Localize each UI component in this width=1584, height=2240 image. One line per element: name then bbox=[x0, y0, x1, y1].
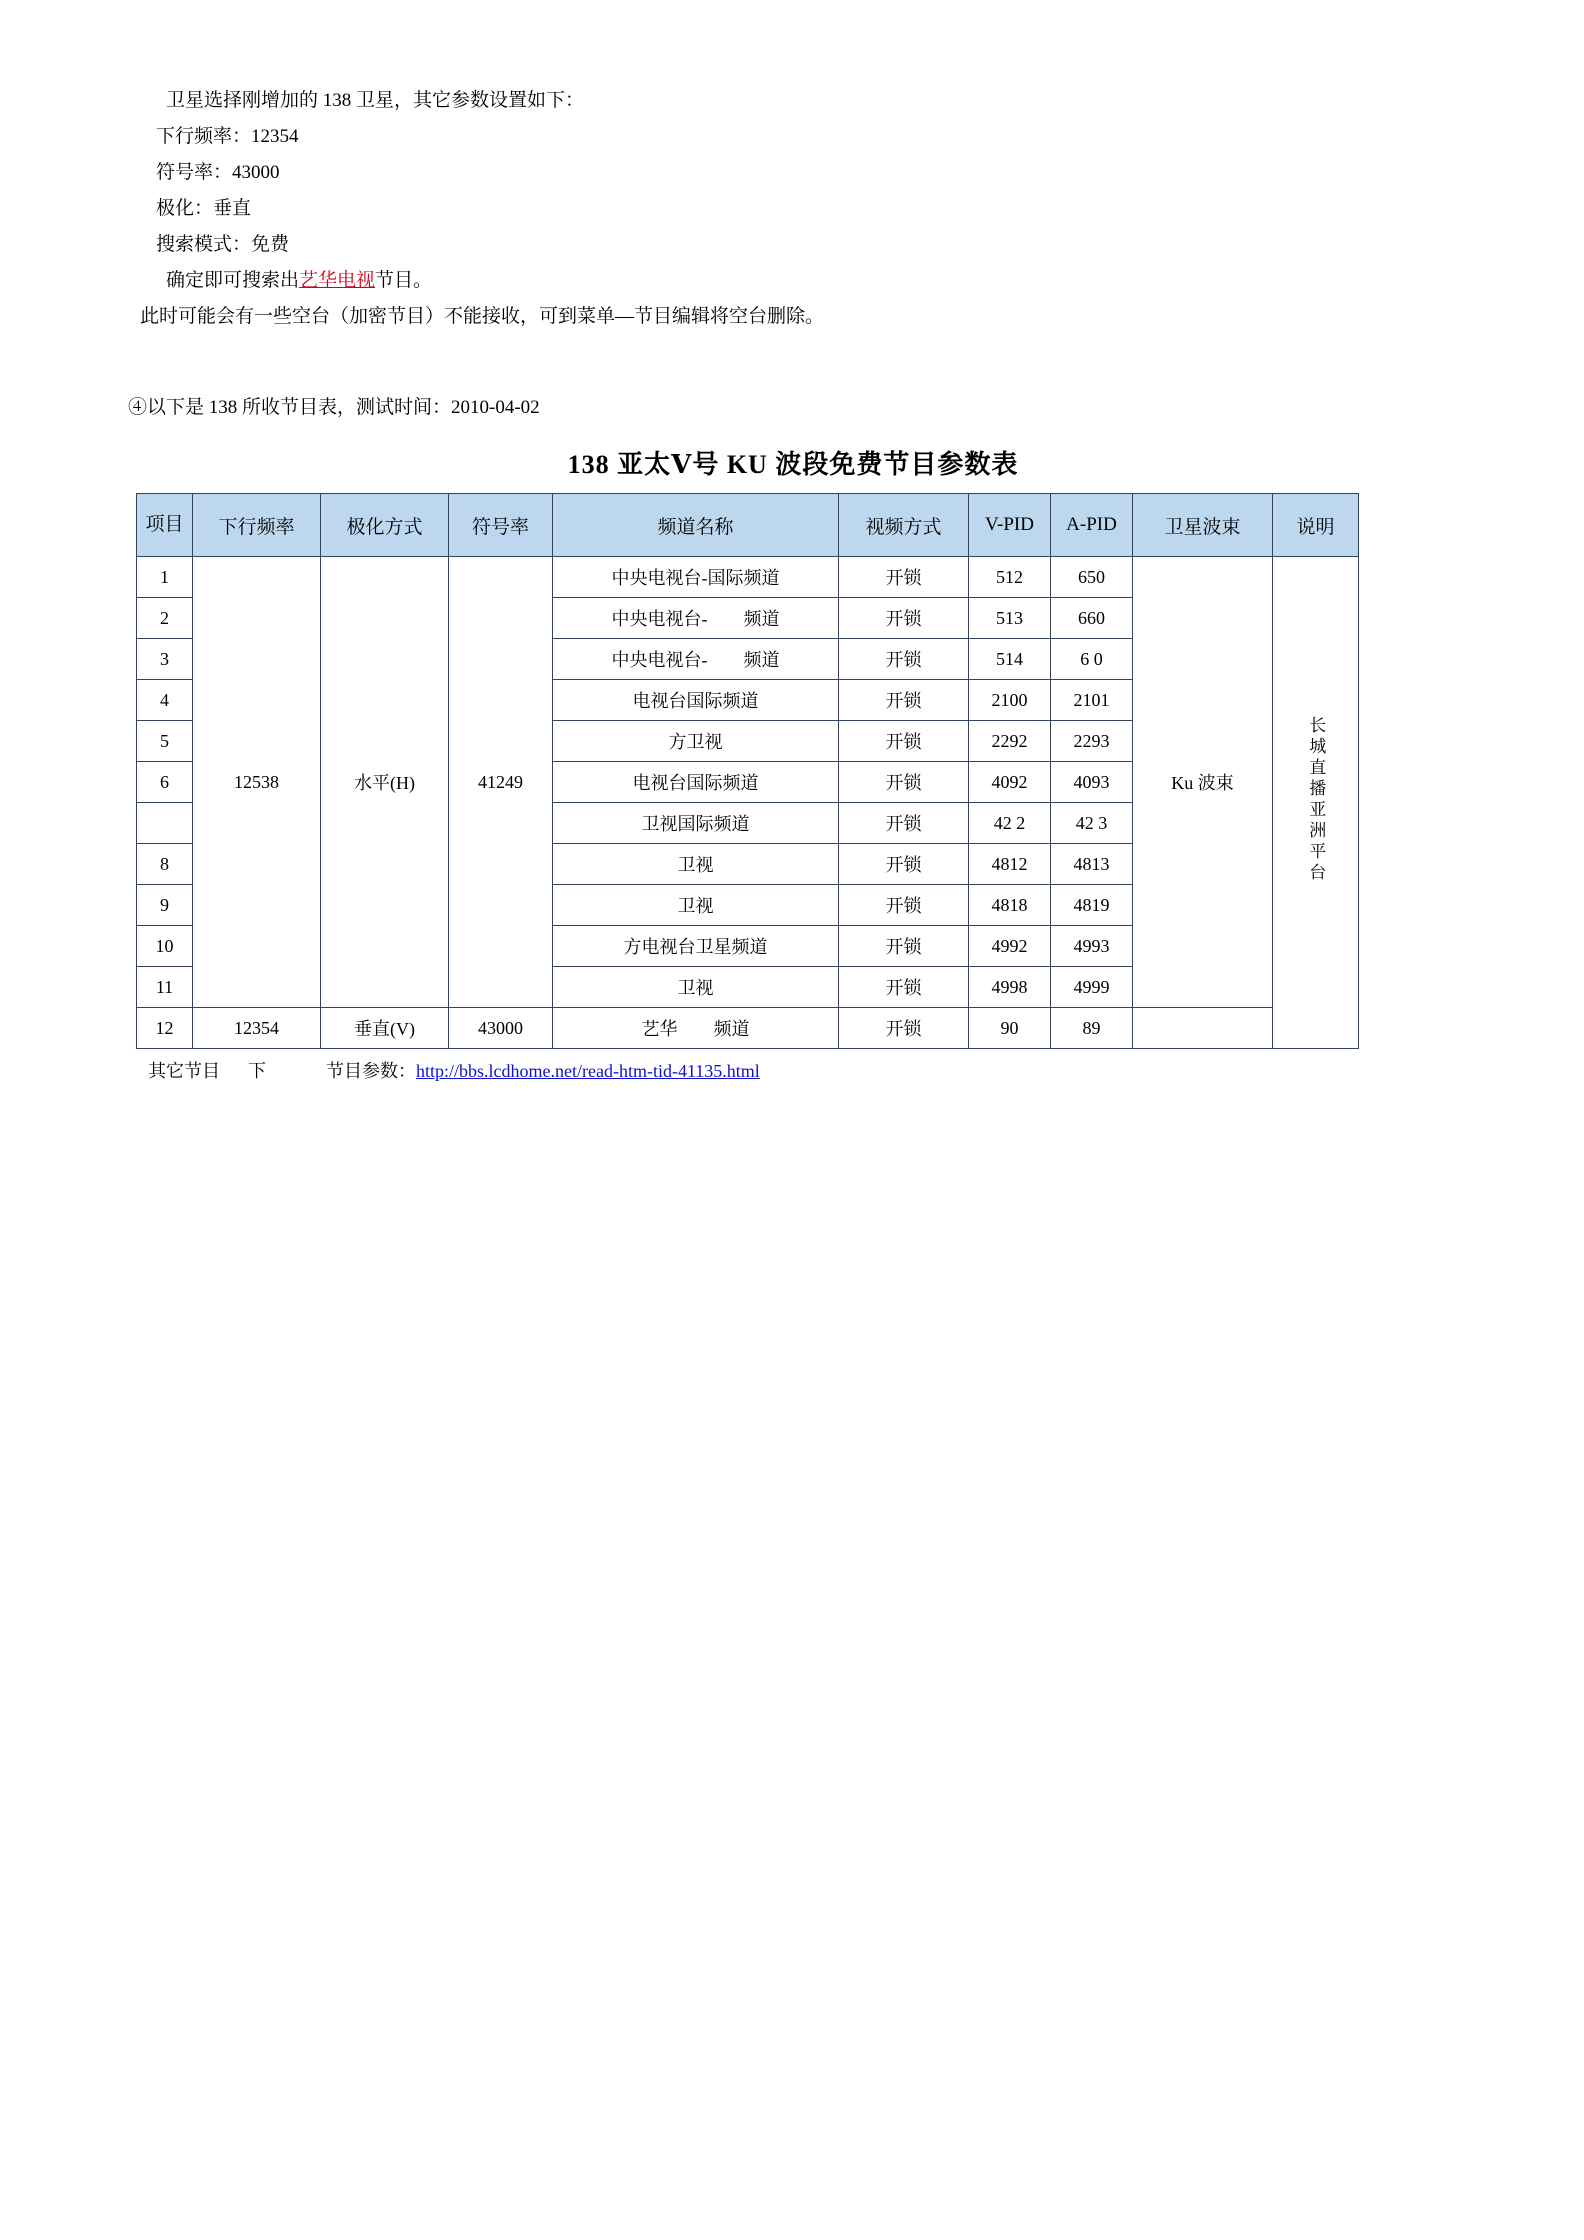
cell-apid: 89 bbox=[1051, 1008, 1133, 1049]
section-note: ④以下是 138 所收节目表，测试时间：2010-04-02 bbox=[128, 397, 540, 418]
cell-channel: 艺华 频道 bbox=[553, 1008, 839, 1049]
program-parameters-table bbox=[136, 493, 1359, 1049]
header-video-mode: 视频方式 bbox=[839, 494, 969, 557]
header-item: 项目 bbox=[137, 494, 193, 557]
cell-channel: 卫视 bbox=[553, 885, 839, 926]
cell-vpid: 90 bbox=[969, 1008, 1051, 1049]
intro-line-4: 极化：垂直 bbox=[156, 198, 252, 219]
intro-line-6 bbox=[128, 266, 1458, 296]
table-title: 138 亚太Ⅴ号 KU 波段免费节目参数表 bbox=[567, 450, 1019, 479]
cell-apid: 4819 bbox=[1051, 885, 1133, 926]
header-vpid: V-PID bbox=[969, 494, 1051, 557]
table-row-last bbox=[137, 1008, 1359, 1049]
intro-block bbox=[128, 86, 1458, 332]
intro-highlight-text: 艺华电视 bbox=[299, 270, 376, 291]
cell-apid: 2293 bbox=[1051, 721, 1133, 762]
cell-channel: 方卫视 bbox=[553, 721, 839, 762]
cell-beam: Ku 波束 bbox=[1133, 557, 1273, 1008]
header-beam: 卫星波束 bbox=[1133, 494, 1273, 557]
footer-line bbox=[128, 1057, 1458, 1085]
intro-line-5: 搜索模式：免费 bbox=[156, 234, 290, 255]
cell-apid: 4093 bbox=[1051, 762, 1133, 803]
cell-item bbox=[137, 803, 193, 844]
cell-video-mode: 开锁 bbox=[839, 885, 969, 926]
cell-channel: 卫视国际频道 bbox=[553, 803, 839, 844]
cell-item: 4 bbox=[137, 680, 193, 721]
cell-item: 12 bbox=[137, 1008, 193, 1049]
cell-vpid: 4818 bbox=[969, 885, 1051, 926]
cell-vpid: 2100 bbox=[969, 680, 1051, 721]
cell-channel: 方电视台卫星频道 bbox=[553, 926, 839, 967]
cell-note bbox=[1273, 557, 1359, 1049]
footer-other-programs: 其它节目 bbox=[148, 1061, 220, 1081]
cell-video-mode: 开锁 bbox=[839, 844, 969, 885]
cell-video-mode: 开锁 bbox=[839, 721, 969, 762]
cell-channel: 电视台国际频道 bbox=[553, 762, 839, 803]
intro-line-1: 卫星选择刚增加的 138 卫星，其它参数设置如下： bbox=[166, 90, 585, 111]
cell-apid: 660 bbox=[1051, 598, 1133, 639]
cell-item: 5 bbox=[137, 721, 193, 762]
cell-beam-empty bbox=[1133, 1008, 1273, 1049]
cell-symbol-rate: 43000 bbox=[449, 1008, 553, 1049]
cell-channel: 电视台国际频道 bbox=[553, 680, 839, 721]
cell-symbol-rate-group1: 41249 bbox=[449, 557, 553, 1008]
intro-line-2: 下行频率：12354 bbox=[156, 126, 299, 147]
document-content bbox=[128, 86, 1458, 1085]
cell-item: 1 bbox=[137, 557, 193, 598]
header-channel: 频道名称 bbox=[553, 494, 839, 557]
header-apid: A-PID bbox=[1051, 494, 1133, 557]
cell-item: 2 bbox=[137, 598, 193, 639]
cell-video-mode: 开锁 bbox=[839, 926, 969, 967]
cell-vpid: 42 2 bbox=[969, 803, 1051, 844]
intro-line-3: 符号率：43000 bbox=[156, 162, 280, 183]
cell-video-mode: 开锁 bbox=[839, 1008, 969, 1049]
cell-video-mode: 开锁 bbox=[839, 680, 969, 721]
cell-channel: 卫视 bbox=[553, 844, 839, 885]
cell-polarization-group1: 水平(H) bbox=[321, 557, 449, 1008]
table-header-row bbox=[137, 494, 1359, 557]
intro-line-7: 此时可能会有一些空台（加密节目）不能接收，可到菜单—节目编辑将空台删除。 bbox=[140, 306, 825, 327]
cell-downlink: 12354 bbox=[193, 1008, 321, 1049]
cell-apid: 4813 bbox=[1051, 844, 1133, 885]
program-params-link[interactable]: http://bbs.lcdhome.net/read-htm-tid-41135.html bbox=[416, 1061, 760, 1081]
cell-channel: 中央电视台-国际频道 bbox=[553, 557, 839, 598]
cell-apid: 2101 bbox=[1051, 680, 1133, 721]
cell-item: 6 bbox=[137, 762, 193, 803]
cell-apid: 4999 bbox=[1051, 967, 1133, 1008]
intro-line-6-prefix: 确定即可搜索出 bbox=[166, 270, 300, 291]
cell-channel: 中央电视台- 频道 bbox=[553, 639, 839, 680]
cell-apid: 6 0 bbox=[1051, 639, 1133, 680]
header-note: 说明 bbox=[1273, 494, 1359, 557]
cell-vpid: 514 bbox=[969, 639, 1051, 680]
cell-video-mode: 开锁 bbox=[839, 967, 969, 1008]
note-vertical-text: 长城直播亚洲平台 bbox=[1306, 716, 1326, 884]
cell-item: 9 bbox=[137, 885, 193, 926]
cell-vpid: 4812 bbox=[969, 844, 1051, 885]
cell-polarization: 垂直(V) bbox=[321, 1008, 449, 1049]
cell-apid: 42 3 bbox=[1051, 803, 1133, 844]
header-polarization: 极化方式 bbox=[321, 494, 449, 557]
cell-vpid: 4092 bbox=[969, 762, 1051, 803]
cell-vpid: 4992 bbox=[969, 926, 1051, 967]
header-downlink: 下行频率 bbox=[193, 494, 321, 557]
cell-video-mode: 开锁 bbox=[839, 803, 969, 844]
cell-downlink-group1: 12538 bbox=[193, 557, 321, 1008]
table-row bbox=[137, 557, 1359, 598]
cell-apid: 4993 bbox=[1051, 926, 1133, 967]
cell-channel: 卫视 bbox=[553, 967, 839, 1008]
cell-item: 3 bbox=[137, 639, 193, 680]
cell-vpid: 513 bbox=[969, 598, 1051, 639]
cell-item: 11 bbox=[137, 967, 193, 1008]
cell-vpid: 4998 bbox=[969, 967, 1051, 1008]
cell-apid: 650 bbox=[1051, 557, 1133, 598]
cell-item: 10 bbox=[137, 926, 193, 967]
cell-video-mode: 开锁 bbox=[839, 557, 969, 598]
cell-video-mode: 开锁 bbox=[839, 639, 969, 680]
table-body bbox=[137, 557, 1359, 1049]
footer-other-programs-suffix: 下 bbox=[248, 1061, 266, 1081]
cell-item: 8 bbox=[137, 844, 193, 885]
cell-vpid: 512 bbox=[969, 557, 1051, 598]
footer-params-label: 节目参数： bbox=[326, 1061, 416, 1081]
cell-vpid: 2292 bbox=[969, 721, 1051, 762]
cell-video-mode: 开锁 bbox=[839, 598, 969, 639]
intro-line-6-suffix: 节目。 bbox=[375, 270, 433, 291]
header-symbol-rate: 符号率 bbox=[449, 494, 553, 557]
cell-channel: 中央电视台- 频道 bbox=[553, 598, 839, 639]
cell-video-mode: 开锁 bbox=[839, 762, 969, 803]
